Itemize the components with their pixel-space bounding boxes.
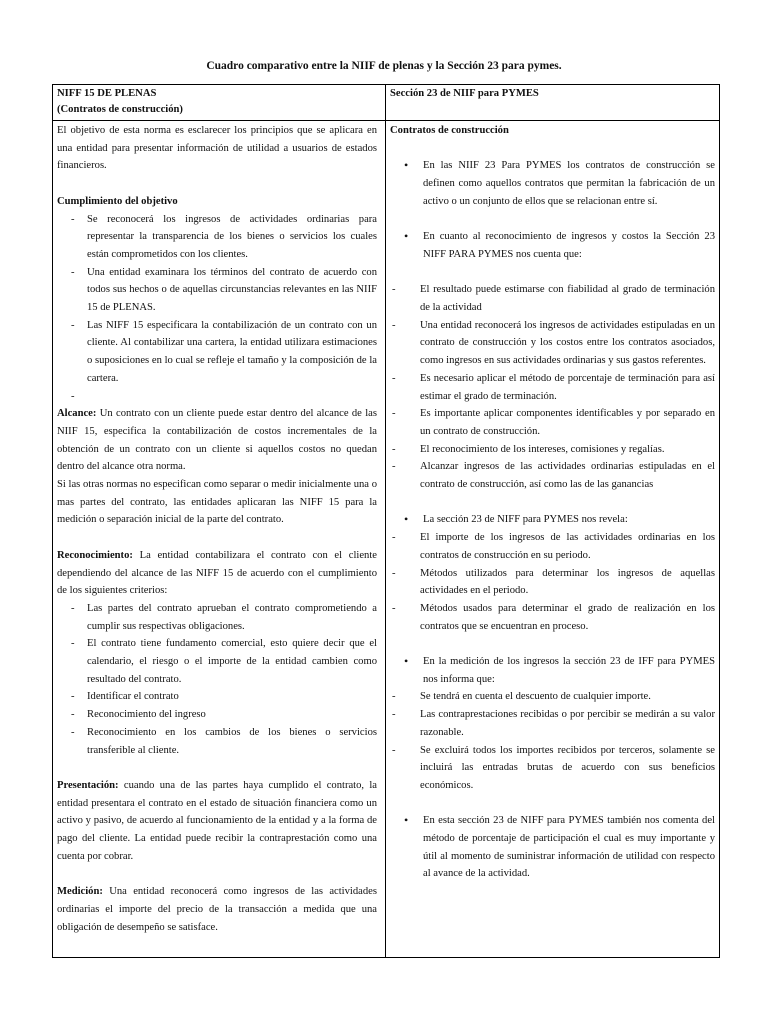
reconocimiento-text: La entidad contabilizara el contrato con el cliente dependiendo del alcance de las NIFF 15 de acuerdo con el cumplimiento de los siguientes criterios:	[57, 549, 377, 597]
bullet-item: • En cuanto al reconocimiento de ingresos y costos la Sección 23 NIFF PARA PYMES nos cuenta que:	[390, 228, 715, 263]
reconocimiento-label: Reconocimiento:	[57, 549, 133, 561]
bullet-item: • La sección 23 de NIFF para PYMES nos revela:	[390, 511, 715, 529]
list-item: - El contrato tiene fundamento comercial, esto quiere decir que el calendario, el riesgo o el importe de la entidad cambien como resultado del contrato.	[57, 635, 377, 688]
list-item: - Se excluirá todos los importes recibidos por terceros, solamente se incluirá las entradas brutas de acuerdo con sus beneficios económicos.	[390, 742, 715, 795]
list-item: - El resultado puede estimarse con fiabilidad al grado de terminación de la actividad	[390, 281, 715, 316]
list-item: - Las partes del contrato aprueban el contrato comprometiendo a cumplir sus respectivas obligaciones.	[57, 600, 377, 635]
list-item: - Es necesario aplicar el método de porcentaje de terminación para así estimar el grado de terminación.	[390, 370, 715, 405]
list-item: - Es importante aplicar componentes identificables y por separado en un contrato de construcción.	[390, 405, 715, 440]
list-item: - Una entidad reconocerá los ingresos de actividades estipuladas en un contrato de construcción y los costos entre los contratos asociados, como ingresos en sus actividades ordinarias y sus gastos referentes.	[390, 317, 715, 370]
list-item: - Se reconocerá los ingresos de actividades ordinarias para representar la transparencia de los bienes o servicios los cuales están comprometidos con los clientes.	[57, 211, 377, 264]
medicion-paragraph	[57, 883, 377, 936]
header-left-title: NIFF 15 DE PLENAS	[57, 88, 157, 99]
list-item: - Reconocimiento en los cambios de los bienes o servicios transferible al cliente.	[57, 724, 377, 759]
header-left-subtitle: (Contratos de construcción)	[57, 104, 183, 115]
list-item: - Identificar el contrato	[57, 688, 377, 706]
list-item: - Una entidad examinara los términos del contrato de acuerdo con todos sus hechos o de aquellas circunstancias relevantes en las NIIF 15 de PLENAS.	[57, 264, 377, 317]
right-column	[390, 122, 715, 883]
column-divider	[385, 85, 386, 957]
list-item: - El importe de los ingresos de las actividades ordinarias en los contratos de construcción en su periodo.	[390, 529, 715, 564]
left-column	[57, 122, 377, 936]
intro-paragraph: El objetivo de esta norma es esclarecer los principios que se aplicara en una entidad para presentar información de utilidad a usuarios de estados financieros.	[57, 125, 377, 172]
list-item: - Reconocimiento del ingreso	[57, 706, 377, 724]
alcance-label: Alcance:	[57, 408, 97, 420]
reconocimiento-paragraph	[57, 547, 377, 600]
list-item: - Métodos usados para determinar el grado de realización en los contratos que se encuentran en proceso.	[390, 600, 715, 635]
cumplimiento-heading: Cumplimiento del objetivo	[57, 195, 178, 207]
list-item: - Se tendrá en cuenta el descuento de cualquier importe.	[390, 688, 715, 706]
header-right	[390, 86, 712, 102]
presentacion-label: Presentación:	[57, 779, 119, 791]
list-item-empty	[57, 388, 377, 406]
comparison-table	[52, 84, 720, 958]
alcance-paragraph-2: Si las otras normas no especifican como separar o medir inicialmente una o mas partes del contrato, las entidades aplicaran las NIFF 15 para la medición o separación inicial de la parte del contrato.	[57, 479, 377, 526]
list-item: - Las NIFF 15 especificara la contabilización de un contrato con un cliente. Al contabilizar una cartera, la entidad utilizara estimaciones o suposiciones en lo cual se refleje el tamaño y la composición de la cartera.	[57, 317, 377, 388]
list-item: - Métodos utilizados para determinar los ingresos de aquellas actividades en el periodo.	[390, 565, 715, 600]
list-item: - Las contraprestaciones recibidas o por percibir se medirán a su valor razonable.	[390, 706, 715, 741]
alcance-text: Un contrato con un cliente puede estar dentro del alcance de las NIIF 15, especifica la contabilización de costos incrementales de la obtención de un contrato con un cliente si aquellos costos no quedan dentro del alcance otra norma.	[57, 408, 377, 473]
medicion-label: Medición:	[57, 886, 103, 898]
list-item: - El reconocimiento de los intereses, comisiones y regalías.	[390, 441, 715, 459]
right-heading: Contratos de construcción	[390, 125, 509, 136]
header-divider	[53, 120, 719, 121]
header-left	[57, 86, 379, 118]
header-right-title: Sección 23 de NIIF para PYMES	[390, 88, 539, 99]
bullet-item: • En las NIIF 23 Para PYMES los contratos de construcción se definen como aquellos contratos que permitan la fabricación de un activo o un conjunto de ellos que se relacionan entre sí.	[390, 157, 715, 210]
document-title: Cuadro comparativo entre la NIIF de plenas y la Sección 23 para pymes.	[206, 60, 562, 72]
bullet-item: • En la medición de los ingresos la sección 23 de IFF para PYMES nos informa que:	[390, 653, 715, 688]
bullet-item: • En esta sección 23 de NIFF para PYMES también nos comenta del método de porcentaje de participación el cual es muy importante y útil al momento de suministrar información de utilidad con respecto al avance de la actividad.	[390, 812, 715, 883]
list-item: - Alcanzar ingresos de las actividades ordinarias estipuladas en el contrato de construcción, así como las de las ganancias	[390, 458, 715, 493]
medicion-text: Una entidad reconocerá como ingresos de las actividades ordinarias el importe del precio de la transacción a medida que una obligación de desempeño se satisface.	[57, 886, 377, 933]
presentacion-text: cuando una de las partes haya cumplido el contrato, la entidad presentara el contrato en el estado de situación financiera como un activo y pasivo, de acuerdo al funcionamiento de la entidad y a la forma de pago del cliente. La entidad puede recibir la contraprestación como una cuenta por cobrar.	[57, 779, 377, 862]
alcance-paragraph	[57, 405, 377, 476]
presentacion-paragraph	[57, 777, 377, 866]
